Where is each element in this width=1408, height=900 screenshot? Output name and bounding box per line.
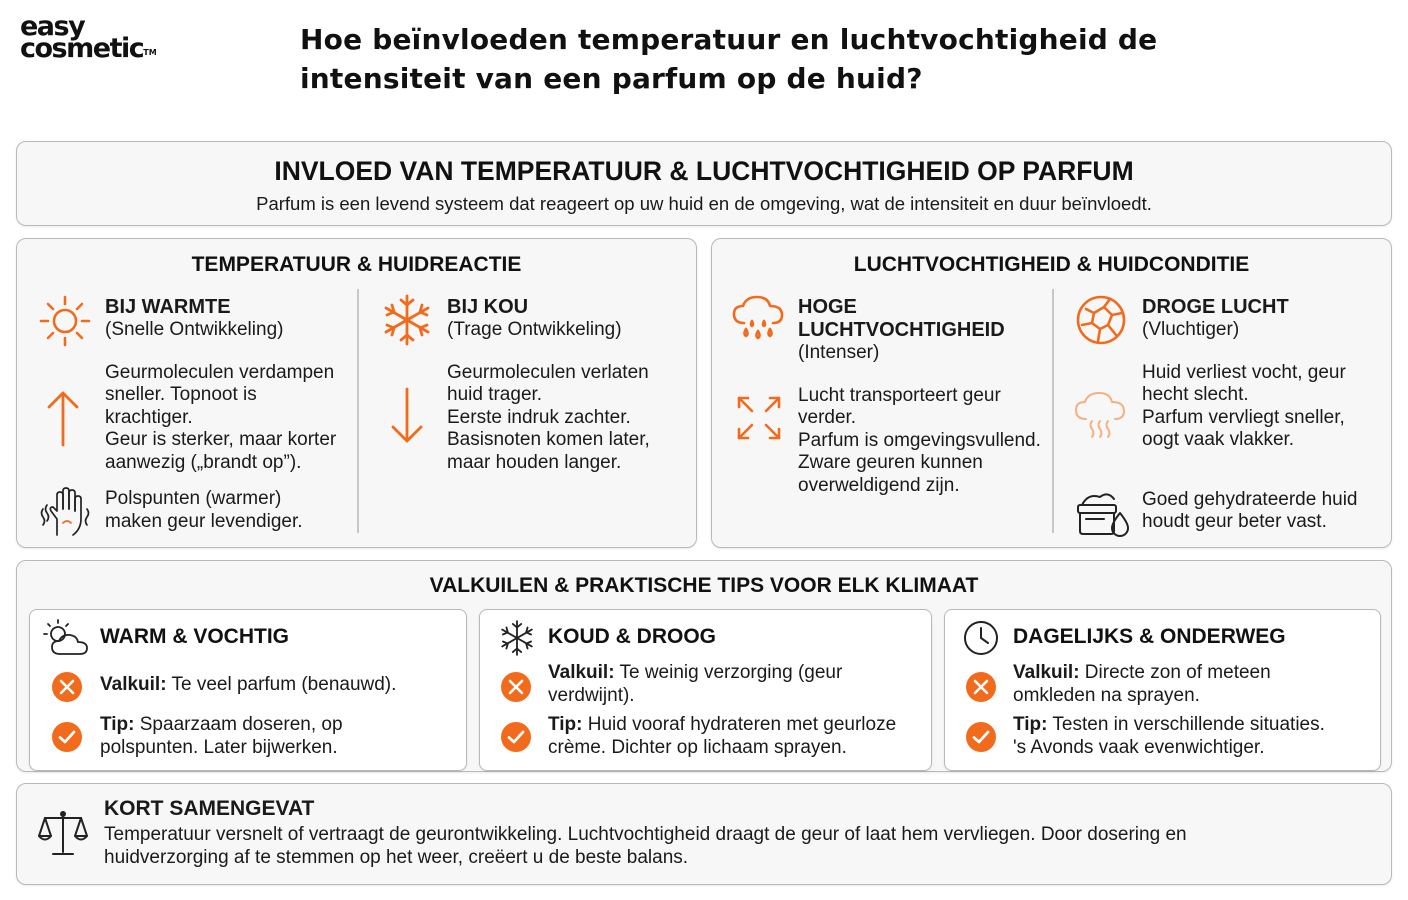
dry-air-line: Huid verliest vocht, geur [1142,361,1346,383]
trademark: TM [143,48,157,57]
summary-line: huidverzorging af te stemmen op het weer, creëert u de beste balans. [104,846,689,868]
pitfall-line: Te veel parfum (benauwd). [166,674,397,695]
page-title: Hoe beïnvloeden temperatuur en luchtvochtigheid de intensiteit van een parfum op de huid? [300,23,1158,95]
warm-line: Geurmoleculen verdampen [105,361,335,383]
dry-air-line: oogt vaak vlakker. [1142,429,1295,450]
cold-line: Basisnoten komen later, [447,429,650,450]
hydrate-line: houdt geur beter vast. [1142,511,1327,532]
sun-cloud-icon [40,618,92,662]
dry-air-title: DROGE LUCHT [1142,296,1289,318]
tip-card-title: WARM & VOCHTIG [100,625,289,648]
tip-label: Tip: [100,714,135,735]
expand-arrows-icon [734,393,784,443]
tips-section-title: VALKUILEN & PRAKTISCHE TIPS VOOR ELK KLIMAAT [429,574,979,597]
cold-subtitle: (Trage Ontwikkeling) [447,319,622,340]
warm-line: Geur is sterker, maar korter [105,429,337,450]
cold-title: BIJ KOU [447,296,529,318]
pitfall-label: Valkuil: [548,662,615,683]
tip-card-title: KOUD & DROOG [548,625,716,648]
high-humidity-subtitle: (Intenser) [798,342,880,363]
high-humidity-line: Zware geuren kunnen [798,452,983,473]
cold-line: maar houden langer. [447,451,622,473]
tip-text [100,714,460,759]
pitfall-line: verdwijnt). [548,684,635,706]
cold-line: Geurmoleculen verlaten [447,361,649,383]
cold-line: Eerste indruk zachter. [447,406,631,428]
tips-section [16,560,1392,772]
hand-heat-icon [37,483,93,539]
arrow-down-icon [389,385,425,445]
pitfall-text [100,674,460,697]
sun-icon [37,293,93,349]
cracked-skin-icon [1074,293,1128,347]
cold-block [447,296,697,474]
warm-block [105,296,365,533]
tip-line: Testen in verschillende situaties. [1047,714,1325,735]
tip-line: crème. Dichter op lichaam sprayen. [548,736,847,758]
tip-label: Tip: [1013,714,1048,735]
pitfall-line: Te weinig verzorging (geur [614,662,843,683]
high-humidity-line: Parfum is omgevingsvullend. [798,429,1041,451]
snowflake-icon [381,293,433,347]
pulse-line: maken geur levendiger. [105,510,303,532]
clock-icon [961,618,1001,658]
evaporation-cloud-icon [1072,389,1128,441]
pitfall-x-icon [965,671,997,703]
brand-line-2 [20,33,190,64]
dry-air-line: Parfum vervliegt sneller, [1142,406,1345,428]
tip-line: 's Avonds vaak evenwichtiger. [1013,736,1265,758]
intro-panel [16,141,1392,226]
tip-card-daily [944,609,1381,771]
pitfall-line: Directe zon of meteen [1079,662,1271,683]
pitfall-label: Valkuil: [100,674,167,695]
rain-cloud-icon [730,293,788,345]
cream-jar-icon [1074,487,1130,537]
tip-text [548,714,928,759]
tip-card-warm-humid [29,609,467,771]
hydrate-line: Goed gehydrateerde huid [1142,488,1358,510]
tip-card-cold-dry [479,609,932,771]
dry-air-block [1142,296,1387,534]
pitfall-text [1013,662,1378,707]
high-humidity-line: Lucht transporteert geur [798,384,1001,406]
high-humidity-block [798,296,1053,497]
pitfall-line: omkleden na sprayen. [1013,684,1200,706]
summary-title: KORT SAMENGEVAT [104,797,315,820]
warm-line: sneller. Topnoot is [105,384,257,405]
arrow-up-icon [45,389,81,449]
pitfall-text [548,662,928,707]
humidity-divider [1052,289,1054,533]
warm-subtitle: (Snelle Ontwikkeling) [105,319,284,340]
dry-air-line: hecht slecht. [1142,384,1249,405]
humidity-section-title: LUCHTVOCHTIGHEID & HUIDCONDITIE [853,253,1250,276]
temperature-section [16,238,697,548]
brand-name: cosmetic [20,33,144,64]
temperature-section-title: TEMPERATUUR & HUIDREACTIE [191,253,522,276]
warm-title: BIJ WARMTE [105,296,231,318]
summary-block [104,797,1384,869]
cold-line: huid trager. [447,384,543,405]
tip-line: Huid vooraf hydrateren met geurloze [582,714,897,735]
balance-scale-icon [37,808,89,860]
pitfall-label: Valkuil: [1013,662,1080,683]
high-humidity-line: overweldigend zijn. [798,474,960,496]
pulse-line: Polspunten (warmer) [105,488,282,509]
tip-check-icon [51,721,83,753]
tip-text [1013,714,1378,759]
high-humidity-line: verder. [798,407,857,428]
tip-card-title: DAGELIJKS & ONDERWEG [1013,625,1286,648]
warm-line: krachtiger. [105,406,193,428]
brand-line-1: easy [20,11,85,42]
tip-check-icon [965,721,997,753]
humidity-section [711,238,1392,548]
tip-line: polspunten. Later bijwerken. [100,736,338,758]
pitfall-x-icon [51,671,83,703]
tip-label: Tip: [548,714,583,735]
brand-logo [20,11,190,72]
tip-check-icon [500,721,532,753]
tip-line: Spaarzaam doseren, op [134,714,343,735]
summary-line: Temperatuur versnelt of vertraagt de geurontwikkeling. Luchtvochtigheid draagt de geur of laat hem vervliegen. Door dosering en [104,824,1187,845]
summary-section [16,783,1392,885]
intro-subtitle: Parfum is een levend systeem dat reageert op uw huid en de omgeving, wat de intensiteit en duur beïnvloedt. [256,193,1152,214]
snowflake-icon [498,619,536,657]
dry-air-subtitle: (Vluchtiger) [1142,319,1240,340]
warm-line: aanwezig („brandt op”). [105,451,302,473]
pitfall-x-icon [500,671,532,703]
temperature-divider [357,289,359,533]
intro-title: INVLOED VAN TEMPERATUUR & LUCHTVOCHTIGHEID OP PARFUM [274,156,1134,186]
high-humidity-title: HOGE LUCHTVOCHTIGHEID [798,296,1005,341]
